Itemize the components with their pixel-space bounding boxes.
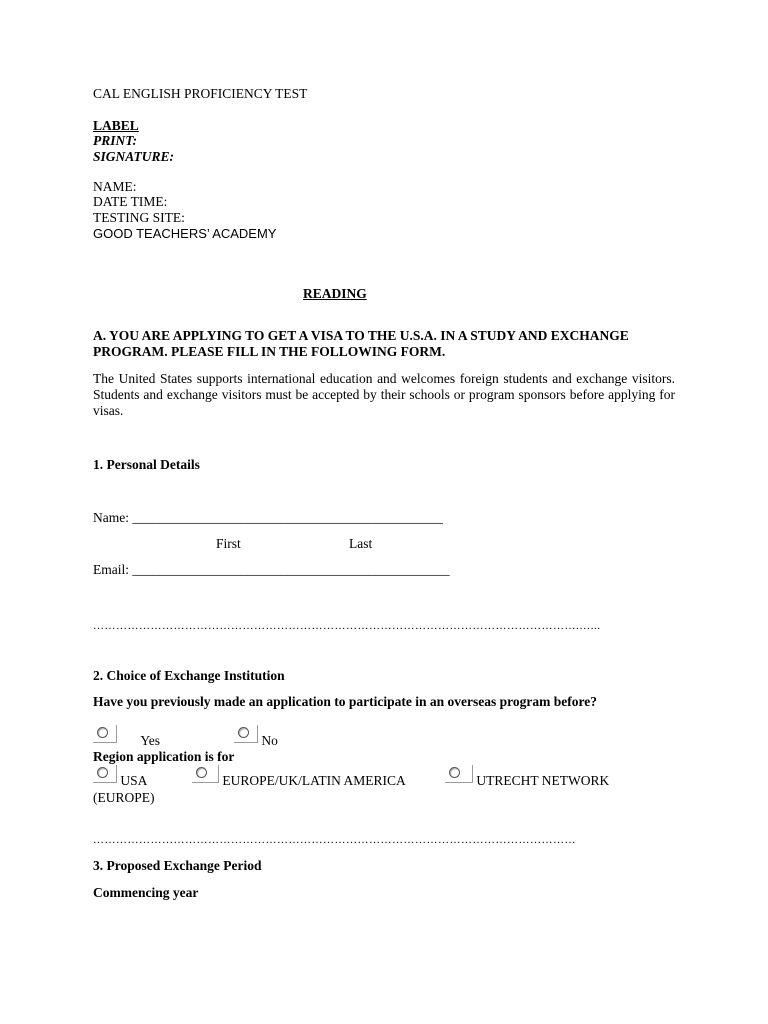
- utrecht-radio[interactable]: [445, 765, 473, 783]
- exchange-institution-heading: 2. Choice of Exchange Institution: [93, 668, 285, 683]
- europe-label: EUROPE/UK/LATIN AMERICA: [222, 773, 406, 788]
- section-title: READING: [303, 286, 367, 301]
- last-label: Last: [349, 536, 373, 551]
- region-options: [93, 765, 675, 787]
- name-label: Name:: [93, 510, 129, 525]
- yes-label: Yes: [140, 733, 161, 748]
- radio-circle-icon: [449, 767, 460, 778]
- print-label: PRINT:: [93, 133, 137, 148]
- europe-radio[interactable]: [192, 765, 219, 783]
- europe-option[interactable]: [192, 765, 406, 789]
- email-input-line[interactable]: _______________________________________________: [132, 562, 450, 577]
- region-label: Region application is for: [93, 749, 235, 764]
- usa-label: USA: [120, 773, 148, 788]
- radio-circle-icon: [238, 727, 249, 738]
- radio-circle-icon: [97, 767, 108, 778]
- radio-circle-icon: [97, 727, 108, 738]
- utrecht-option[interactable]: [445, 765, 609, 789]
- date-time-label: DATE TIME:: [93, 194, 168, 209]
- signature-label: SIGNATURE:: [93, 149, 175, 164]
- usa-radio[interactable]: [93, 765, 117, 783]
- intro-paragraph: The United States supports international education and welcomes foreign students and exchange visitors. Students and exchange visitors must be accepted by their schools or program sponsors before applying for visas.: [93, 371, 675, 418]
- name-input-line[interactable]: ______________________________________________: [132, 510, 443, 525]
- no-radio[interactable]: [234, 725, 258, 743]
- dotted-separator: ………………………………………………………………………………………………………………: [93, 834, 576, 846]
- utrecht-label: UTRECHT NETWORK: [476, 773, 610, 788]
- no-option[interactable]: [234, 725, 278, 749]
- name-row: [93, 510, 443, 526]
- email-row: [93, 562, 450, 578]
- previous-application-question: Have you previously made an application to participate in an overseas program before?: [93, 694, 597, 709]
- no-label: No: [261, 733, 278, 748]
- commencing-year-label: Commencing year: [93, 885, 199, 900]
- test-title: CAL ENGLISH PROFICIENCY TEST: [93, 86, 308, 101]
- email-label: Email:: [93, 562, 129, 577]
- section-instruction: A. YOU ARE APPLYING TO GET A VISA TO THE U.S.A. IN A STUDY AND EXCHANGE PROGRAM. PLEASE FILL IN THE FOLLOWING FORM.: [93, 328, 629, 359]
- label-heading: LABEL: [93, 118, 139, 133]
- dotted-separator: ……………………………………………………………………………………………………………….…...: [93, 620, 601, 632]
- testing-site-label: TESTING SITE:: [93, 210, 185, 225]
- yes-radio[interactable]: [93, 725, 117, 743]
- academy-name: GOOD TEACHERS’ ACADEMY: [93, 226, 277, 241]
- exchange-period-heading: 3. Proposed Exchange Period: [93, 858, 262, 873]
- previous-application-options: [93, 725, 675, 747]
- first-label: First: [216, 536, 241, 551]
- usa-option[interactable]: [93, 765, 147, 789]
- yes-option[interactable]: [93, 725, 160, 749]
- radio-circle-icon: [196, 767, 207, 778]
- personal-details-heading: 1. Personal Details: [93, 457, 200, 472]
- utrecht-label-continued: (EUROPE): [93, 790, 155, 805]
- name-field-label: NAME:: [93, 179, 137, 194]
